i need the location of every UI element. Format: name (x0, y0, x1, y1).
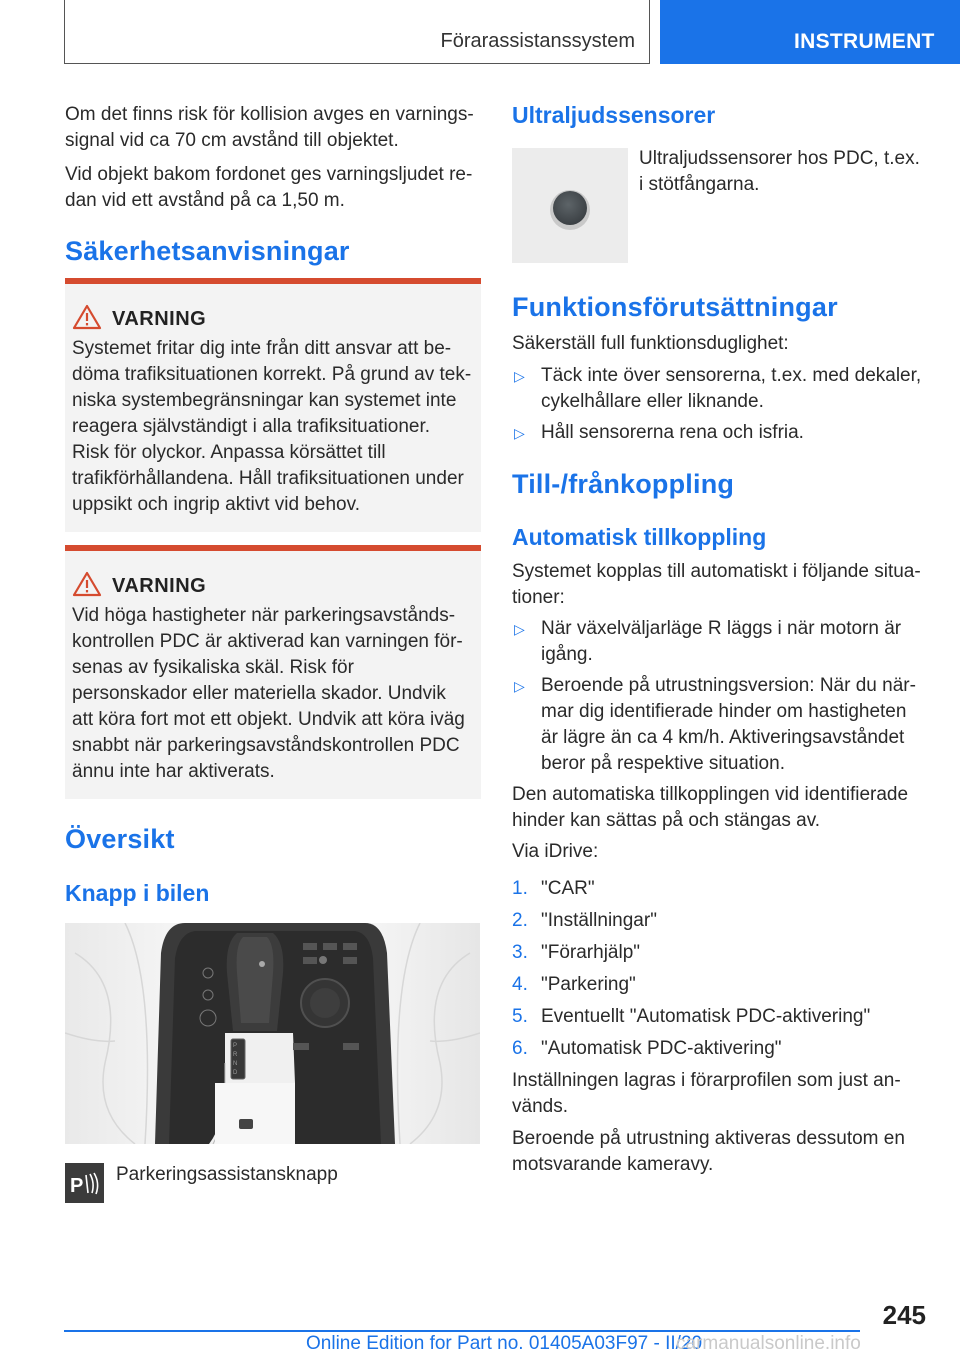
step-3 (512, 940, 927, 966)
svg-text:P: P (70, 1175, 84, 1197)
ultrasonic-sensor-photo (512, 148, 628, 263)
parking-assistant-icon (65, 1163, 104, 1203)
intro-paragraph-2: Vid objekt bakom fordonet ges varningsljudet redan vid ett avstånd på ca 1,50 m. (65, 164, 473, 211)
button-caption: Parkeringsassistansknapp (116, 1164, 338, 1185)
auto-bullet-2-text: Beroende på utrustningsversion: När du närmar dig identifierade hinder om hastigheten är lägre än ca 4 km/h. Aktiveringsavståndet beror på respektive situation. (541, 675, 916, 774)
center-console-photo (65, 923, 480, 1144)
auto-heading: Automatisk tillkoppling (512, 524, 767, 550)
auto-bullet-2 (512, 673, 927, 777)
step-1-text: "CAR" (541, 878, 595, 899)
auto-paragraph-1: Den automatiska tillkopplingen vid identifierade hinder kan sättas på och stängas av. (512, 784, 909, 831)
step-5-number: 5. (512, 1006, 528, 1027)
triangle-bullet-icon: ▷ (514, 425, 525, 441)
button-heading: Knapp i bilen (65, 880, 210, 906)
function-bullet-2 (512, 420, 927, 446)
auto-bullet-1-text: När växelväljarläge R läggs i när motorn är igång. (541, 618, 902, 665)
svg-text:R: R (233, 1052, 238, 1058)
intro-paragraph-1: Om det finns risk för kollision avges en varningssignal vid ca 70 cm avstånd till objektet. (65, 104, 474, 151)
step-5 (512, 1004, 927, 1030)
sensor-heading: Ultraljudssensorer (512, 102, 716, 128)
footer-watermark: carmanualsonline.info (676, 1333, 861, 1354)
onoff-heading: Till-/frånkoppling (512, 469, 735, 499)
header-section-title: Förarassistanssystem (440, 30, 635, 52)
step-3-number: 3. (512, 942, 528, 963)
auto-bullet-1 (512, 616, 927, 668)
auto-intro: Systemet kopplas till automatiskt i följande situationer: (512, 561, 921, 608)
function-bullet-2-text: Håll sensorerna rena och isfria. (541, 422, 804, 443)
footer-divider (64, 1330, 860, 1332)
step-2-text: "Inställningar" (541, 910, 657, 931)
sensor-text: Ultraljudssensorer hos PDC, t.ex. i stötfångarna. (639, 148, 920, 195)
step-2-number: 2. (512, 910, 528, 931)
triangle-bullet-icon: ▷ (514, 368, 525, 384)
warning-1-title: VARNING (112, 308, 207, 330)
end-paragraph-1: Inställningen lagras i förarprofilen som just används. (512, 1070, 901, 1117)
safety-heading: Säkerhetsanvisningar (65, 236, 350, 266)
step-2 (512, 908, 927, 934)
function-intro: Säkerställ full funktionsduglighet: (512, 333, 789, 354)
warning-box-1 (65, 278, 481, 532)
step-6 (512, 1036, 927, 1062)
warning-triangle-icon (72, 571, 102, 597)
svg-text:P: P (233, 1043, 238, 1049)
end-paragraph-2: Beroende på utrustning aktiveras dessutom en motsvarande kameravy. (512, 1128, 905, 1175)
footer-edition: Online Edition for Part no. 01405A03F97 - II/20 (306, 1333, 703, 1354)
triangle-bullet-icon: ▷ (514, 621, 525, 637)
step-1-number: 1. (512, 878, 528, 899)
triangle-bullet-icon: ▷ (514, 678, 525, 694)
function-bullet-1-text: Täck inte över sensorerna, t.ex. med dekaler, cykelhållare eller liknande. (541, 365, 922, 412)
step-5-text: Eventuellt "Automatisk PDC-aktivering" (541, 1006, 871, 1027)
overview-heading: Översikt (65, 824, 175, 854)
step-4-text: "Parkering" (541, 974, 636, 995)
step-1 (512, 876, 927, 902)
step-3-text: "Förarhjälp" (541, 942, 641, 963)
step-4-number: 4. (512, 974, 528, 995)
page-number: 245 (882, 1300, 926, 1330)
auto-paragraph-2: Via iDrive: (512, 841, 599, 862)
warning-box-2 (65, 545, 481, 799)
warning-2-title: VARNING (112, 575, 207, 597)
step-6-text: "Automatisk PDC-aktivering" (541, 1038, 782, 1059)
function-heading: Funktionsförutsättningar (512, 292, 838, 322)
function-bullet-1 (512, 363, 927, 415)
warning-triangle-icon (72, 304, 102, 330)
warning-1-body: Systemet fritar dig inte från ditt ansvar att bedöma trafiksituationen korrekt. På grund av tekniska systembegränsningar kan systemet inte reagera självständigt i alla trafiksituationer. Risk för olyckor. Anpassa körsättet till trafikförhållandena. Håll trafiksituationen under uppsikt och ingrip aktivt vid behov. (72, 338, 472, 515)
step-4 (512, 972, 927, 998)
header-tab (660, 0, 960, 64)
svg-text:N: N (233, 1061, 238, 1067)
step-6-number: 6. (512, 1038, 528, 1059)
header-tab-label: INSTRUMENT (794, 30, 935, 53)
header-section-box (64, 0, 650, 64)
warning-2-body: Vid höga hastigheter när parkeringsavståndskontrollen PDC är aktiverad kan varningen försenas av fysikaliska skäl. Risk för personskador eller materiella skador. Undvik att köra fort mot ett objekt. Undvik att köra iväg snabbt när parkeringsavståndskontrollen PDC ännu inte har aktiverats. (72, 605, 465, 782)
svg-text:D: D (233, 1070, 238, 1076)
